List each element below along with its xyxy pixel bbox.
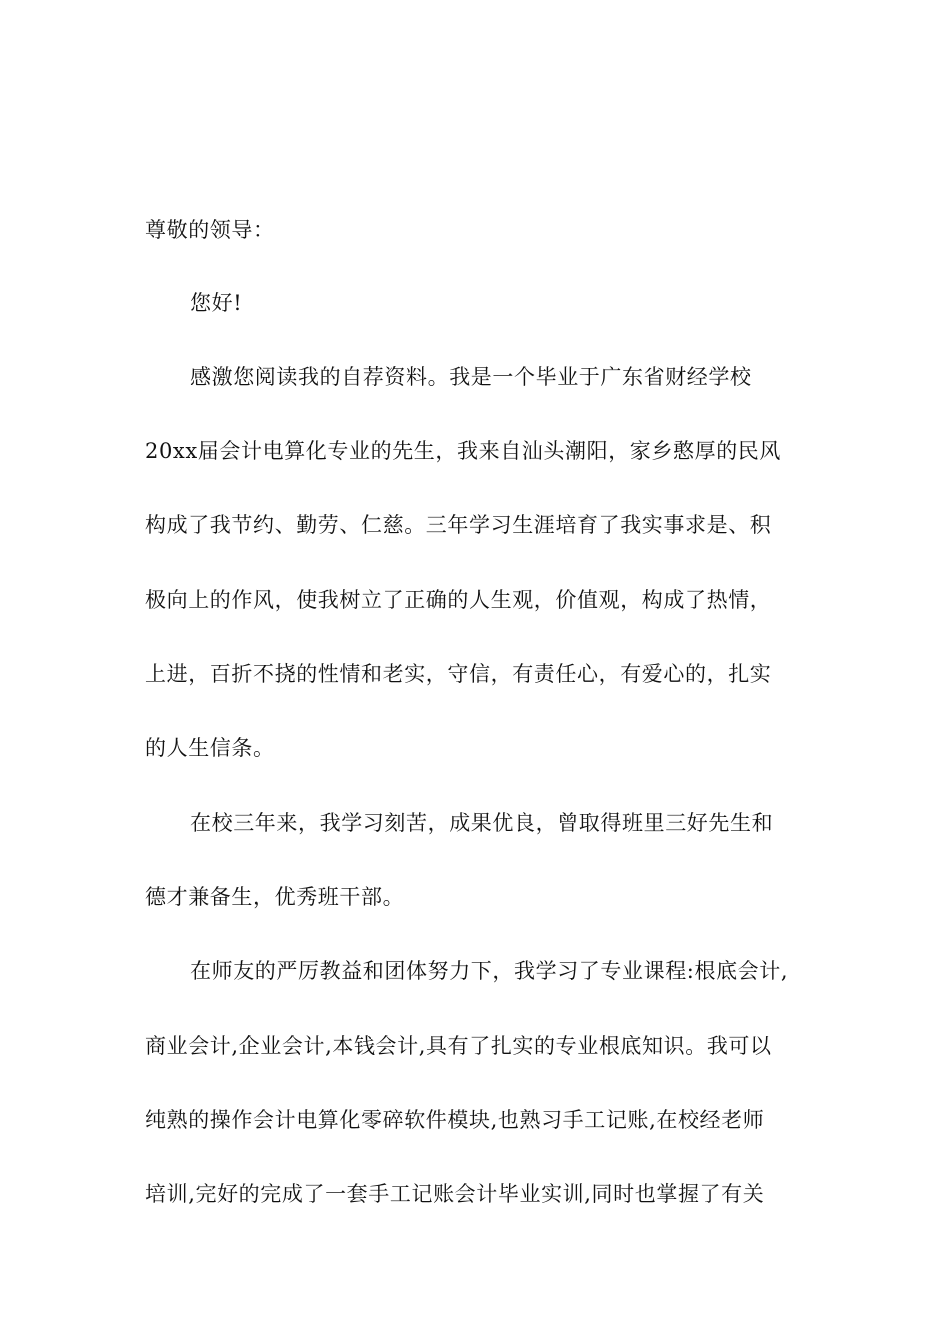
paragraph-3-line-4: 培训,完好的完成了一套手工记账会计毕业实训,同时也掌握了有关 — [145, 1182, 765, 1206]
paragraph-3-line-2: 商业会计,企业会计,本钱会计,具有了扎实的专业根底知识。我可以 — [145, 1034, 772, 1058]
paragraph-2-line-2: 德才兼备生，优秀班干部。 — [145, 885, 405, 909]
paragraph-1-line-2: 20xx届会计电算化专业的先生，我来自汕头潮阳，家乡憨厚的民风 — [145, 439, 782, 463]
paragraph-1-line-6: 的人生信条。 — [145, 736, 275, 760]
salutation: 尊敬的领导： — [145, 218, 275, 242]
paragraph-1-line-5: 上进，百折不挠的性情和老实，守信，有责任心，有爱心的，扎实 — [145, 662, 772, 686]
greeting: 您好! — [190, 291, 243, 315]
paragraph-1-line-4: 极向上的作风，使我树立了正确的人生观，价值观，构成了热情， — [145, 588, 772, 612]
paragraph-3-line-1: 在师友的严厉教益和团体努力下，我学习了专业课程:根底会计, — [190, 959, 789, 983]
paragraph-3-line-3: 纯熟的操作会计电算化零碎软件模块,也熟习手工记账,在校经老师 — [145, 1108, 765, 1132]
paragraph-2-line-1: 在校三年来，我学习刻苦，成果优良，曾取得班里三好先生和 — [190, 811, 774, 835]
paragraph-1-line-1: 感激您阅读我的自荐资料。我是一个毕业于广东省财经学校 — [190, 365, 752, 389]
paragraph-1-line-3: 构成了我节约、勤劳、仁慈。三年学习生涯培育了我实事求是、积 — [145, 513, 772, 537]
